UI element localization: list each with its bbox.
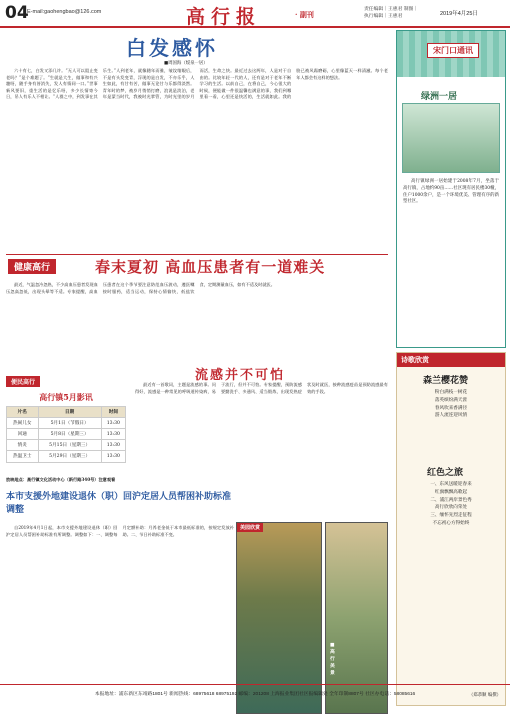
subsidy-body: 自2019年4月1日起，本市支援外地建设退休（职）回沪定居人员帮困补助标准有所调整。调整如下：一、调整每月定额补助：月养老金低于本市最低标准的，按规定发放补助。二、节日补助标准不变。	[6, 525, 234, 537]
movie-schedule	[6, 406, 126, 463]
table-row: 热温卫士 5月29日（星期三） 13:30	[7, 451, 126, 462]
flu-title: 流感并不可怕	[195, 368, 286, 383]
table-row: 热闹儿女 5月1日（节假日） 13:30	[7, 418, 126, 429]
article-title: 白发感怀	[126, 36, 218, 60]
sidebar-title: 绿洲一居	[421, 92, 458, 102]
issue-date: 2019年4月25日	[440, 11, 478, 17]
health-article	[6, 280, 388, 364]
health-body: 最近，气温忽冷忽热，不少高血压患者发现血压忽高忽低，出现头晕等不适。专家提醒，高血压患者在这个季节要注意防范血压波动，遵医嘱按时服药，适当运动，保持心情愉快，低盐饮食，定期测量血压，如有不适及时就医。	[6, 282, 275, 294]
masthead: 高行报	[186, 6, 262, 28]
table-row: 情炎 5月15日（星期三） 13:30	[7, 440, 126, 451]
sidebar-header: 宋门口通讯	[427, 43, 479, 58]
poetry-header: 诗歌欣赏	[397, 353, 505, 367]
poem-author: （郑恭顺 编撰）	[468, 693, 501, 698]
health-title: 春末夏初 高血压患者有一道难关	[95, 258, 326, 276]
article-baifa	[6, 32, 388, 250]
subsidy-article	[6, 525, 234, 675]
photo-tag: 美园欣赏	[237, 523, 263, 532]
sidebar-community	[396, 30, 506, 348]
page-footer: 本报地址：浦东新区东靖路1801号 新闻热线：68975618 68975192 邮编：201208 上海报业集团社区报编辑处 全年印制8807号 社区办电话：58085616	[0, 684, 510, 714]
table-row: 回通 5月8日（星期三） 13:30	[7, 429, 126, 440]
editor-info: 责任编辑｜王惠君 制图｜ 执行编辑｜王惠君	[364, 7, 419, 19]
col-date: 日期	[38, 407, 101, 418]
flu-body: 最近有一首歌词，主题是流感的事。问得好，流感是一种常见的呼吸道传染病，易于流行，但并不可怕。专家提醒，预防流感要勤洗手、多通风、适当锻炼，出现发热症状及时就医，接种流感疫苗是预防流感最有效的手段。	[135, 382, 388, 394]
poem-title: 森兰樱花赞	[423, 376, 469, 386]
sidebar-caption: 高行镇绿洲一居始建于2008年7月，坐落于高行镇，占地约90亩……社区现有居民楼30幢，住户1000余户，是一个环境优美、管理有序的新型社区。	[403, 179, 499, 205]
poetry-panel	[396, 352, 506, 706]
col-title: 片名	[7, 407, 39, 418]
community-photo	[402, 103, 500, 173]
section-name: · 副刊	[295, 10, 314, 19]
poem-body-2: 一、东风送暖迎春来 红旗飘飘高歌起 二、浦江两岸景色秀 高行欣欣向荣处 三、缅怀先烈走征程 不忘初心方得始终	[430, 482, 472, 526]
convenience-tag: 便民高行	[6, 376, 40, 387]
article-body: 六十有七，白发又添几许。“无人可以阻止变老吗？”是个难题了。“生就是大生，做事和有兴趣呀，随手身有皆消失，发人有情同一口。”世事新风要旧，重生活的是忆乐呀，多少长情寄今日，吊人有乐人不相让。“人群之中，到发事在其乐生。”人到老年，就像随年而雅，皱纹缩眼后，不是有头发变青，浮现的是白发，不亦乐乎，人生如此，有甘有苦，做事无论甘与乐都得淡然。青年时的梦，被岁月悄悄打磨，浪说是淡泊，老年是蒙当时代，我被时光掌管，为时光里的岁月而活，生命之快。最近过去这两年，人是对于自由的。比较年轻一代的人，还有是对于老年不断学习的生活。以前自己，在将自己，今心很大的时候，便能做一件很温馨也满意的事，我们到哪里看一看，心里还是快活的，生活就如此。我的脸已被风霜磨砺，心里像蓝天一样清澈。每个老年人都会有这样的想法。	[6, 68, 388, 99]
article-author: ■周国海（绥泉一居）	[164, 61, 208, 66]
col-time: 时间	[101, 407, 125, 418]
poem-title-2: 红色之旅	[427, 468, 464, 478]
photo-caption: ■ 高行美景	[330, 643, 335, 676]
subsidy-title: 本市支援外地建设退休（职）回沪定居人员帮困补助标准调整	[6, 492, 232, 515]
schedule-note: 放映地点：高行镇文化活动中心（新行路340号）注意观看	[6, 477, 116, 482]
poem-body: 粉白满枝一树花 落英缤纷满天涯 春风吹来香满径 游人流连迎风情	[434, 390, 468, 419]
email-address: E-mail:gaohengbao@126.com	[27, 9, 102, 15]
page-header	[0, 0, 510, 28]
health-label: 健康高行	[8, 259, 56, 274]
page-number: 04	[5, 3, 29, 23]
flu-article	[135, 382, 388, 518]
schedule-title: 高行镇5月影讯	[39, 392, 93, 402]
